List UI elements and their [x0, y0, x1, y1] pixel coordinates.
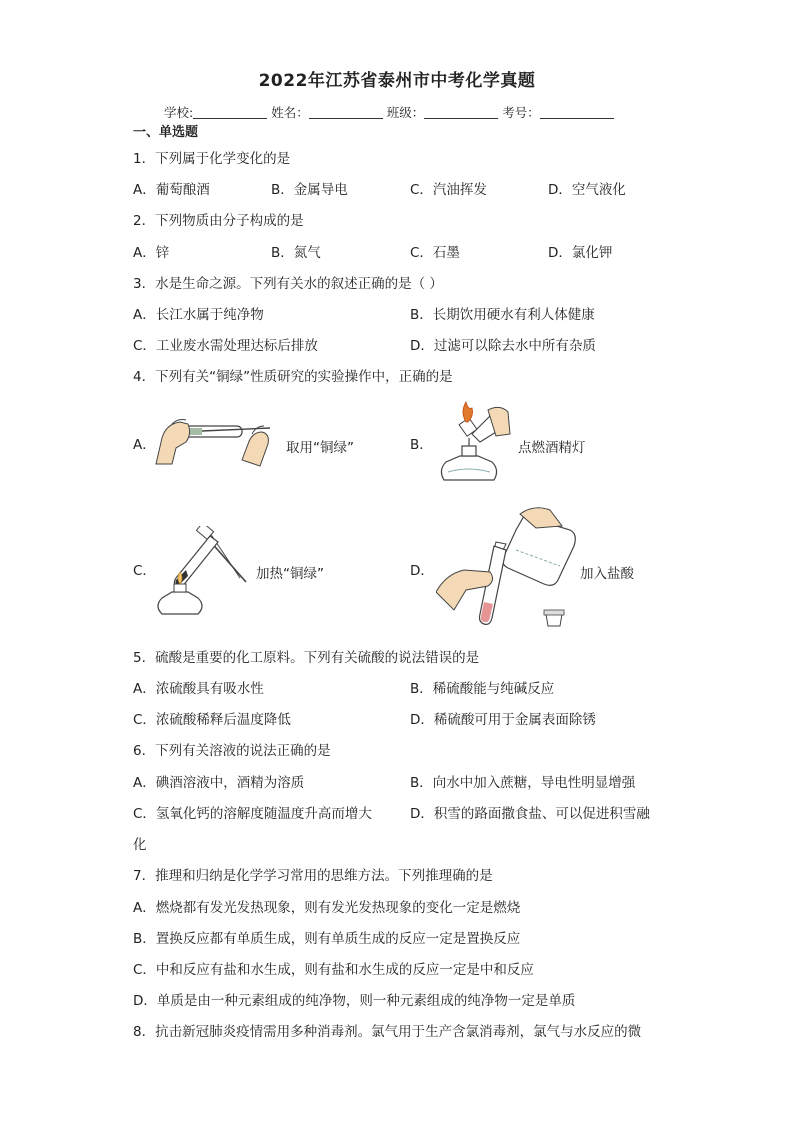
exam-no-label: 考号：: [502, 105, 540, 120]
student-info-row: [164, 103, 614, 121]
q6-option-a: A．碘酒溶液中，酒精为溶质: [133, 775, 305, 791]
q2-option-a: A．锌: [133, 245, 170, 261]
q1-option-c: C．汽油挥发: [410, 182, 487, 198]
q4-option-a-letter: A．: [133, 437, 156, 453]
question-8-stem: 8．抗击新冠肺炎疫情需用多种消毒剂。氯气用于生产含氯消毒剂，氯气与水反应的微: [133, 1024, 642, 1040]
q6-option-d: D．积雪的路面撒食盐、可以促进积雪融: [410, 806, 650, 822]
q4-option-c-letter: C．: [133, 563, 156, 579]
q2-option-b: B．氮气: [271, 245, 321, 261]
q3-option-a: A．长江水属于纯净物: [133, 307, 264, 323]
name-label: 姓名：: [271, 105, 309, 120]
school-label: 学校:: [164, 105, 194, 120]
question-6-stem: 6．下列有关溶液的说法正确的是: [133, 743, 331, 759]
q3-option-c: C．工业废水需处理达标后排放: [133, 338, 318, 354]
question-7-stem: 7．推理和归纳是化学学习常用的思维方法。下列推理确的是: [133, 868, 493, 884]
test-tube-hands-illustration: [152, 404, 276, 470]
q7-option-c: C．中和反应有盐和水生成，则有盐和水生成的反应一定是中和反应: [133, 962, 534, 978]
q4-option-d-letter: D．: [410, 563, 434, 579]
q1-option-a: A．葡萄酿酒: [133, 182, 210, 198]
alcohol-lamp-lighting-illustration: [432, 400, 512, 490]
q5-option-c: C．浓硫酸稀释后温度降低: [133, 712, 291, 728]
class-label: 班级：: [386, 105, 425, 120]
q6-option-b: B．向水中加入蔗糖，导电性明显增强: [410, 775, 636, 791]
q7-option-b: B．置换反应都有单质生成，则有单质生成的反应一定是置换反应: [133, 931, 521, 947]
page-title: 2022年江苏省泰州市中考化学真题: [258, 71, 536, 91]
q5-option-b: B．稀硫酸能与纯碱反应: [410, 681, 555, 697]
question-1-stem: 1．下列属于化学变化的是: [133, 151, 291, 167]
q7-option-d: D．单质是由一种元素组成的纯净物，则一种元素组成的纯净物一定是单质: [133, 993, 576, 1009]
q4-option-b-letter: B．: [410, 437, 433, 453]
q1-option-b: B．金属导电: [271, 182, 348, 198]
adding-acid-illustration: [436, 506, 580, 634]
q7-option-a: A．燃烧都有发光发热现象，则有发光发热现象的变化一定是燃烧: [133, 900, 521, 916]
q1-option-d: D．空气液化: [548, 182, 626, 198]
q4-option-c-caption: 加热“铜绿”: [256, 566, 324, 582]
q4-option-b-caption: 点燃酒精灯: [518, 440, 586, 456]
q2-option-d: D．氯化钾: [548, 245, 613, 261]
question-5-stem: 5．硫酸是重要的化工原料。下列有关硫酸的说法错误的是: [133, 650, 480, 666]
q5-option-a: A．浓硫酸具有吸水性: [133, 681, 264, 697]
name-blank[interactable]: [309, 106, 383, 119]
q4-option-d-caption: 加入盐酸: [580, 566, 634, 582]
school-blank[interactable]: [193, 106, 267, 119]
section-heading: 一、单选题: [133, 125, 199, 140]
class-blank[interactable]: [424, 106, 498, 119]
exam-no-blank[interactable]: [540, 106, 614, 119]
question-3-stem: 3．水是生命之源。下列有关水的叙述正确的是（ ）: [133, 276, 443, 292]
q6-option-c: C．氢氧化钙的溶解度随温度升高而增大: [133, 806, 372, 822]
question-4-stem: 4．下列有关“铜绿”性质研究的实验操作中，正确的是: [133, 369, 453, 385]
q5-option-d: D．稀硫酸可用于金属表面除锈: [410, 712, 596, 728]
q6-option-d-wrap: 化: [133, 837, 147, 853]
q3-option-b: B．长期饮用硬水有利人体健康: [410, 307, 595, 323]
q2-option-c: C．石墨: [410, 245, 460, 261]
question-2-stem: 2．下列物质由分子构成的是: [133, 213, 304, 229]
heating-test-tube-illustration: [150, 526, 248, 618]
q3-option-d: D．过滤可以除去水中所有杂质: [410, 338, 596, 354]
q4-option-a-caption: 取用“铜绿”: [286, 440, 354, 456]
